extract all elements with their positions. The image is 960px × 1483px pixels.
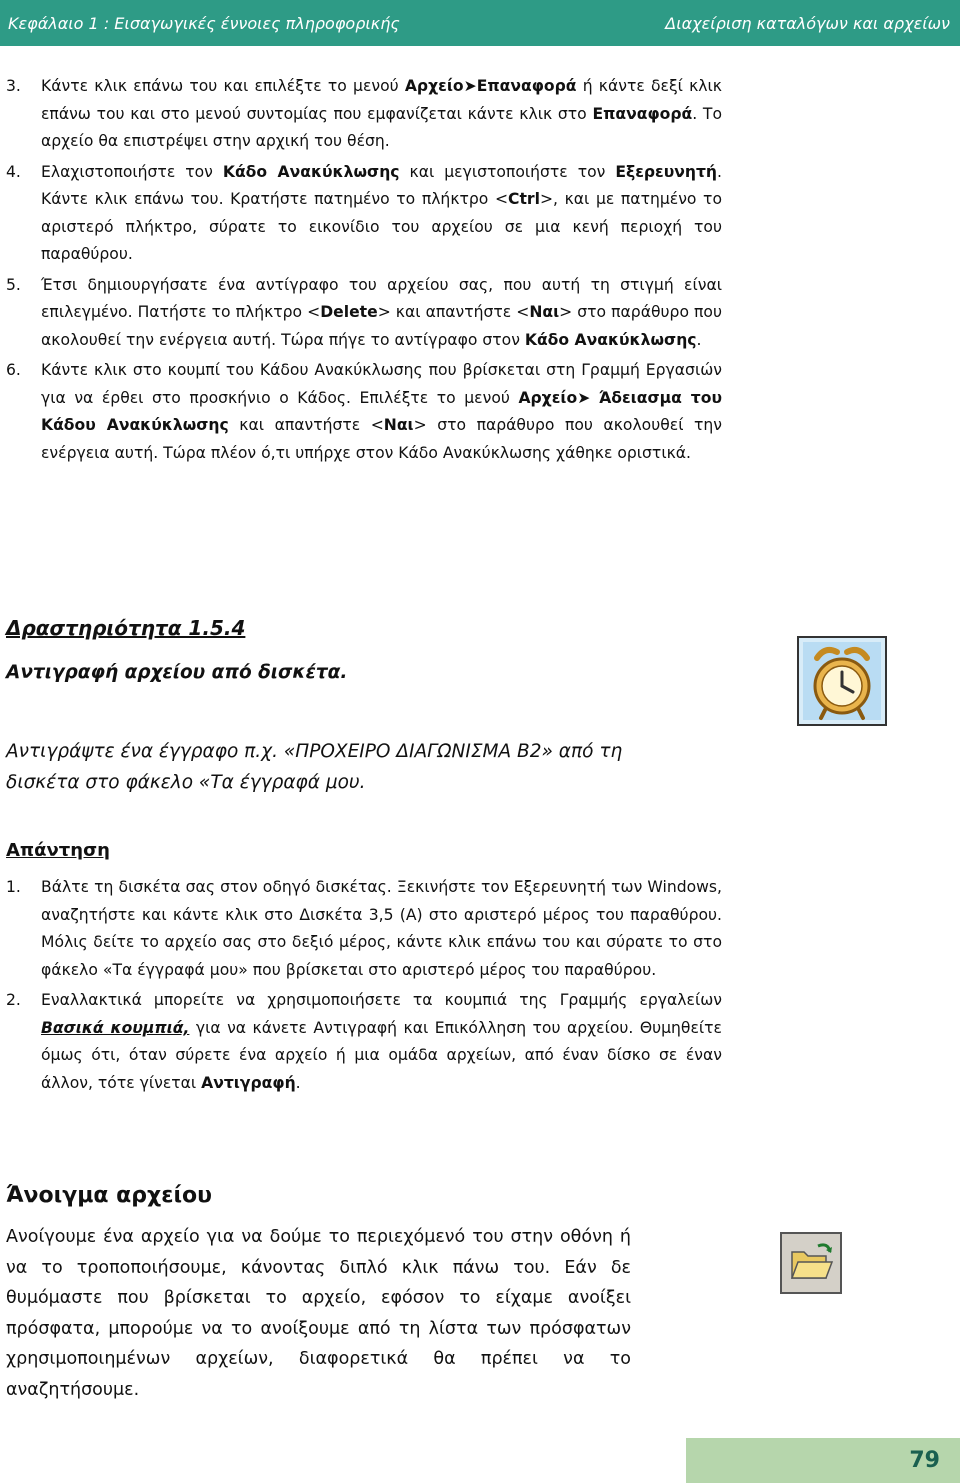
step-text-fragment: Αντιγραφή bbox=[201, 1073, 296, 1092]
step-text-fragment: Κάντε κλικ επάνω του και επιλέξτε το μενού bbox=[41, 77, 405, 95]
step-item bbox=[6, 159, 722, 269]
answer-heading: Απάντηση bbox=[6, 840, 110, 861]
step-text-fragment: Βασικά κουμπιά, bbox=[41, 1018, 190, 1037]
step-text-fragment: Βάλτε τη δισκέτα σας στον οδηγό δισκέτας. Ξεκινήστε τον Εξερευνητή των Windows, αναζητήστε και κάντε κλικ στο Δισκέτα 3,5 (A) στο αριστερό μέρος του παραθύρου. Μόλις δείτε το αρχείο σας στο δεξιό μέρος, κάντε κλικ επάνω του και σύρατε το στο φάκελο «Τα έγγραφά μου» που βρίσκεται στο αριστερό μέρος του παραθύρου. bbox=[41, 878, 722, 979]
step-text-fragment: . Το αρχείο θα επιστρέψει στην αρχική του θέση. bbox=[41, 104, 723, 150]
step-text-fragment: ➤ bbox=[463, 77, 477, 95]
step-text-fragment: Αρχείο bbox=[518, 388, 578, 407]
step-text-fragment: και μεγιστοποιήστε τον bbox=[399, 162, 616, 181]
step-text bbox=[41, 361, 722, 462]
step-item bbox=[6, 987, 722, 1097]
step-text-fragment: > στο παράθυρο που ακολουθεί την ενέργεια αυτή. Τώρα πήγε το αντίγραφο στον bbox=[41, 303, 722, 349]
step-text-fragment: Επαναφορά bbox=[592, 104, 693, 123]
open-file-heading: Άνοιγμα αρχείου bbox=[6, 1183, 213, 1208]
step-text-fragment: >, και με πατημένο το αριστερό πλήκτρο, σύρατε το εικονίδιο του αρχείου σε μια κενή περιοχή του παραθύρου. bbox=[41, 190, 722, 263]
chapter-title: Κεφάλαιο 1 : Εισαγωγικές έννοιες πληροφορικής bbox=[8, 13, 400, 33]
activity-subtitle: Αντιγραφή αρχείου από δισκέτα. bbox=[6, 662, 348, 683]
step-number: 4. bbox=[6, 162, 21, 181]
step-text-fragment: Επαναφορά bbox=[476, 77, 577, 95]
step-text-fragment: Delete bbox=[320, 303, 378, 321]
step-text-fragment: Άδειασμα του Κάδου Ανακύκλωσης bbox=[41, 388, 723, 434]
step-item bbox=[6, 272, 722, 355]
step-text-fragment: ή κάντε δεξί κλικ επάνω του και στο μενού συντομίας που εμφανίζεται κάντε κλικ στο bbox=[41, 77, 722, 123]
step-text bbox=[41, 163, 722, 264]
step-number: 5. bbox=[6, 275, 21, 294]
step-text-fragment: Έτσι δημιουργήσατε ένα αντίγραφο του αρχείου σας, που αυτή τη στιγμή είναι επιλεγμένο. Πατήστε το πλήκτρο < bbox=[41, 275, 722, 321]
step-text-fragment: Ελαχιστοποιήστε τον bbox=[41, 162, 223, 181]
step-item bbox=[6, 73, 722, 156]
step-text bbox=[41, 77, 722, 150]
page-number-box bbox=[686, 1438, 960, 1483]
step-text bbox=[41, 276, 722, 349]
step-text-fragment: Ναι bbox=[383, 416, 414, 434]
step-text-fragment: Αρχείο bbox=[404, 77, 464, 95]
step-text bbox=[41, 991, 722, 1092]
step-text-fragment: > στο παράθυρο που ακολουθεί την ενέργεια αυτή. Τώρα πλέον ό,τι υπήρχε στον Κάδο Ανακύκλωσης χάθηκε οριστικά. bbox=[41, 416, 722, 462]
alarm-clock-icon bbox=[797, 636, 887, 726]
step-text-fragment: . bbox=[696, 330, 702, 349]
page-number: 79 bbox=[909, 1448, 940, 1473]
step-text-fragment: ➤ bbox=[577, 388, 591, 407]
step-text-fragment: για να κάνετε Αντιγραφή και Επικόλληση του αρχείου. Θυμηθείτε όμως ότι, όταν σύρετε ένα αρχείο ή μια ομάδα αρχείων, από έναν δίσκο σε έναν άλλον, τότε γίνεται bbox=[41, 1018, 722, 1092]
step-number: 6. bbox=[6, 361, 21, 379]
step-text-fragment: Κάδο Ανακύκλωσης bbox=[222, 162, 400, 181]
step-text-fragment: Εξερευνητή bbox=[615, 162, 718, 181]
open-folder-icon bbox=[780, 1232, 842, 1294]
step-text-fragment: και απαντήστε < bbox=[228, 416, 384, 434]
step-text-fragment: . Κάντε κλικ επάνω του. Κρατήστε πατημένο το πλήκτρο < bbox=[41, 162, 722, 208]
step-item bbox=[6, 874, 722, 984]
steps-list-top bbox=[6, 73, 722, 467]
step-text-fragment: Κάδο Ανακύκλωσης bbox=[524, 330, 697, 349]
section-title: Διαχείριση καταλόγων και αρχείων bbox=[665, 13, 950, 33]
steps-list-answer bbox=[6, 874, 722, 1097]
step-number: 1. bbox=[6, 878, 21, 896]
page-header bbox=[0, 0, 960, 46]
step-text-fragment: Ναι bbox=[529, 303, 560, 321]
step-text-fragment bbox=[590, 389, 599, 407]
step-text-fragment: Ctrl bbox=[508, 190, 540, 208]
activity-task: Αντιγράψτε ένα έγγραφο π.χ. «ΠΡΟΧΕΙΡΟ ΔΙΑΓΩΝΙΣΜΑ Β2» από τη δισκέτα στο φάκελο «Τα έγγραφά μου. bbox=[6, 741, 623, 793]
step-text bbox=[41, 878, 722, 979]
step-number: 3. bbox=[6, 77, 21, 95]
step-text-fragment: Κάντε κλικ στο κουμπί του Κάδου Ανακύκλωσης που βρίσκεται στη Γραμμή Εργασιών για να έρθει στο προσκήνιο ο Κάδος. Επιλέξτε το μενού bbox=[41, 361, 722, 407]
step-text-fragment: Εναλλακτικά μπορείτε να χρησιμοποιήσετε τα κουμπιά της Γραμμής εργαλείων bbox=[41, 991, 722, 1009]
open-file-text: Ανοίγουμε ένα αρχείο για να δούμε το περιεχόμενό του στην οθόνη ή να το τροποποιήσουμε, κάνοντας διπλό κλικ πάνω του. Εάν δε θυμόμαστε που βρίσκεται το αρχείο, εφόσον το είχαμε ανοίξει πρόσφατα, μπορούμε να το ανοίξουμε από τη λίστα των πρόσφατων χρησιμοποιημένων αρχείων, διαφορετικά θα πρέπει να το αναζητήσουμε. bbox=[6, 1227, 631, 1400]
step-item bbox=[6, 357, 722, 467]
step-text-fragment: > και απαντήστε < bbox=[377, 303, 530, 321]
step-text-fragment: . bbox=[295, 1073, 301, 1092]
step-number: 2. bbox=[6, 991, 21, 1009]
activity-title[interactable]: Δραστηριότητα 1.5.4 bbox=[6, 616, 246, 640]
